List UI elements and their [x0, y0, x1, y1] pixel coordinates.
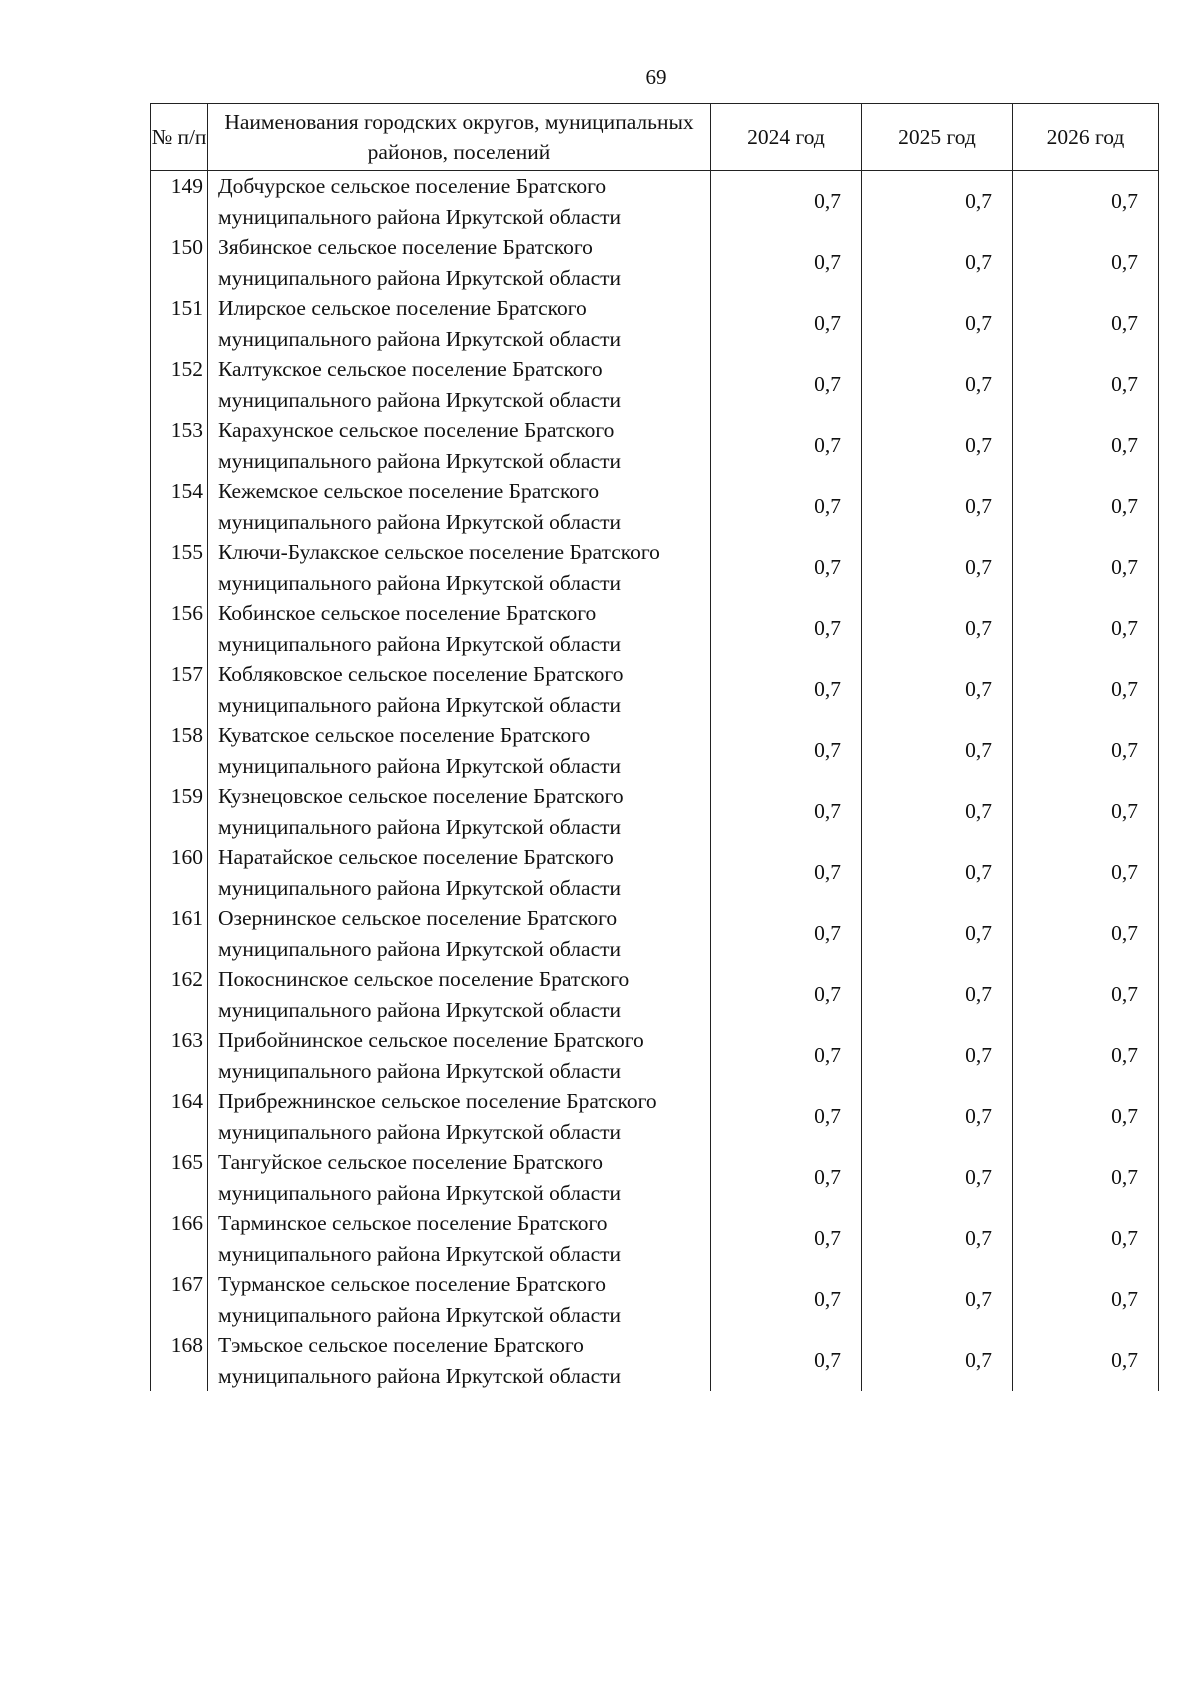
value-2025: 0,7	[862, 659, 1013, 720]
value-2024: 0,7	[711, 1147, 862, 1208]
row-name: Илирское сельское поселение Братского муниципального района Иркутской области	[208, 293, 711, 354]
value-2024: 0,7	[711, 964, 862, 1025]
row-name: Озернинское сельское поселение Братского муниципального района Иркутской области	[208, 903, 711, 964]
table-row	[151, 537, 1159, 598]
value-2025: 0,7	[862, 171, 1013, 233]
table-row	[151, 354, 1159, 415]
value-2025: 0,7	[862, 1208, 1013, 1269]
value-2024: 0,7	[711, 903, 862, 964]
table-row	[151, 171, 1159, 233]
table-header	[151, 104, 1159, 171]
row-number: 159	[151, 781, 208, 842]
value-2024: 0,7	[711, 293, 862, 354]
value-2025: 0,7	[862, 964, 1013, 1025]
table-row	[151, 659, 1159, 720]
value-2025: 0,7	[862, 1025, 1013, 1086]
row-name: Покоснинское сельское поселение Братского муниципального района Иркутской области	[208, 964, 711, 1025]
value-2026: 0,7	[1013, 964, 1159, 1025]
value-2026: 0,7	[1013, 903, 1159, 964]
table-row	[151, 1086, 1159, 1147]
value-2025: 0,7	[862, 537, 1013, 598]
row-name: Ключи-Булакское сельское поселение Братского муниципального района Иркутской области	[208, 537, 711, 598]
table-row	[151, 720, 1159, 781]
value-2024: 0,7	[711, 171, 862, 233]
row-name: Калтукское сельское поселение Братского муниципального района Иркутской области	[208, 354, 711, 415]
table-row	[151, 1147, 1159, 1208]
value-2024: 0,7	[711, 415, 862, 476]
value-2026: 0,7	[1013, 781, 1159, 842]
table-row	[151, 476, 1159, 537]
row-number: 152	[151, 354, 208, 415]
value-2026: 0,7	[1013, 720, 1159, 781]
table-row	[151, 1330, 1159, 1391]
table-row	[151, 598, 1159, 659]
value-2025: 0,7	[862, 720, 1013, 781]
value-2026: 0,7	[1013, 1025, 1159, 1086]
row-number: 168	[151, 1330, 208, 1391]
row-name: Наратайское сельское поселение Братского муниципального района Иркутской области	[208, 842, 711, 903]
header-2025: 2025 год	[862, 104, 1013, 171]
row-name: Кежемское сельское поселение Братского муниципального района Иркутской области	[208, 476, 711, 537]
table-row	[151, 1269, 1159, 1330]
row-number: 166	[151, 1208, 208, 1269]
value-2024: 0,7	[711, 1025, 862, 1086]
table-row	[151, 232, 1159, 293]
row-name: Зябинское сельское поселение Братского муниципального района Иркутской области	[208, 232, 711, 293]
value-2026: 0,7	[1013, 232, 1159, 293]
row-name: Прибрежнинское сельское поселение Братского муниципального района Иркутской области	[208, 1086, 711, 1147]
value-2026: 0,7	[1013, 354, 1159, 415]
table-row	[151, 781, 1159, 842]
value-2026: 0,7	[1013, 537, 1159, 598]
value-2025: 0,7	[862, 1330, 1013, 1391]
value-2025: 0,7	[862, 1147, 1013, 1208]
row-name: Кузнецовское сельское поселение Братского муниципального района Иркутской области	[208, 781, 711, 842]
value-2024: 0,7	[711, 1208, 862, 1269]
row-number: 165	[151, 1147, 208, 1208]
value-2026: 0,7	[1013, 476, 1159, 537]
value-2026: 0,7	[1013, 1086, 1159, 1147]
table-row	[151, 415, 1159, 476]
value-2024: 0,7	[711, 842, 862, 903]
value-2024: 0,7	[711, 659, 862, 720]
value-2025: 0,7	[862, 1269, 1013, 1330]
value-2026: 0,7	[1013, 659, 1159, 720]
row-number: 157	[151, 659, 208, 720]
value-2025: 0,7	[862, 842, 1013, 903]
value-2025: 0,7	[862, 476, 1013, 537]
value-2025: 0,7	[862, 781, 1013, 842]
value-2025: 0,7	[862, 232, 1013, 293]
value-2026: 0,7	[1013, 1330, 1159, 1391]
table-row	[151, 1208, 1159, 1269]
row-name: Тэмьское сельское поселение Братского муниципального района Иркутской области	[208, 1330, 711, 1391]
value-2026: 0,7	[1013, 842, 1159, 903]
table-body	[151, 171, 1159, 1392]
row-name: Прибойнинское сельское поселение Братского муниципального района Иркутской области	[208, 1025, 711, 1086]
value-2024: 0,7	[711, 598, 862, 659]
row-number: 162	[151, 964, 208, 1025]
row-name: Кобинское сельское поселение Братского муниципального района Иркутской области	[208, 598, 711, 659]
row-number: 154	[151, 476, 208, 537]
value-2024: 0,7	[711, 476, 862, 537]
row-number: 164	[151, 1086, 208, 1147]
value-2026: 0,7	[1013, 1147, 1159, 1208]
row-number: 150	[151, 232, 208, 293]
value-2026: 0,7	[1013, 1208, 1159, 1269]
data-table	[150, 103, 1159, 1391]
row-name: Карахунское сельское поселение Братского муниципального района Иркутской области	[208, 415, 711, 476]
row-number: 151	[151, 293, 208, 354]
value-2026: 0,7	[1013, 293, 1159, 354]
row-name: Куватское сельское поселение Братского муниципального района Иркутской области	[208, 720, 711, 781]
value-2025: 0,7	[862, 415, 1013, 476]
value-2024: 0,7	[711, 781, 862, 842]
value-2024: 0,7	[711, 1269, 862, 1330]
value-2026: 0,7	[1013, 1269, 1159, 1330]
row-number: 153	[151, 415, 208, 476]
value-2025: 0,7	[862, 354, 1013, 415]
row-number: 163	[151, 1025, 208, 1086]
value-2025: 0,7	[862, 1086, 1013, 1147]
row-number: 149	[151, 171, 208, 233]
value-2025: 0,7	[862, 293, 1013, 354]
row-number: 155	[151, 537, 208, 598]
table-row	[151, 903, 1159, 964]
header-name: Наименования городских округов, муниципальных районов, поселений	[208, 104, 711, 171]
row-number: 158	[151, 720, 208, 781]
row-number: 156	[151, 598, 208, 659]
value-2026: 0,7	[1013, 171, 1159, 233]
row-name: Кобляковское сельское поселение Братского муниципального района Иркутской области	[208, 659, 711, 720]
header-row	[151, 104, 1159, 171]
row-name: Тангуйское сельское поселение Братского муниципального района Иркутской области	[208, 1147, 711, 1208]
row-name: Турманское сельское поселение Братского муниципального района Иркутской области	[208, 1269, 711, 1330]
header-2026: 2026 год	[1013, 104, 1159, 171]
table-row	[151, 964, 1159, 1025]
page-number: 69	[645, 65, 667, 89]
table-row	[151, 1025, 1159, 1086]
value-2025: 0,7	[862, 903, 1013, 964]
value-2024: 0,7	[711, 232, 862, 293]
table-row	[151, 293, 1159, 354]
value-2024: 0,7	[711, 354, 862, 415]
value-2026: 0,7	[1013, 415, 1159, 476]
value-2024: 0,7	[711, 537, 862, 598]
row-number: 167	[151, 1269, 208, 1330]
value-2024: 0,7	[711, 720, 862, 781]
value-2026: 0,7	[1013, 598, 1159, 659]
row-name: Тарминское сельское поселение Братского муниципального района Иркутской области	[208, 1208, 711, 1269]
header-2024: 2024 год	[711, 104, 862, 171]
value-2024: 0,7	[711, 1086, 862, 1147]
table-row	[151, 842, 1159, 903]
value-2024: 0,7	[711, 1330, 862, 1391]
row-number: 160	[151, 842, 208, 903]
value-2025: 0,7	[862, 598, 1013, 659]
header-number: № п/п	[151, 104, 208, 171]
row-name: Добчурское сельское поселение Братского муниципального района Иркутской области	[208, 171, 711, 233]
row-number: 161	[151, 903, 208, 964]
